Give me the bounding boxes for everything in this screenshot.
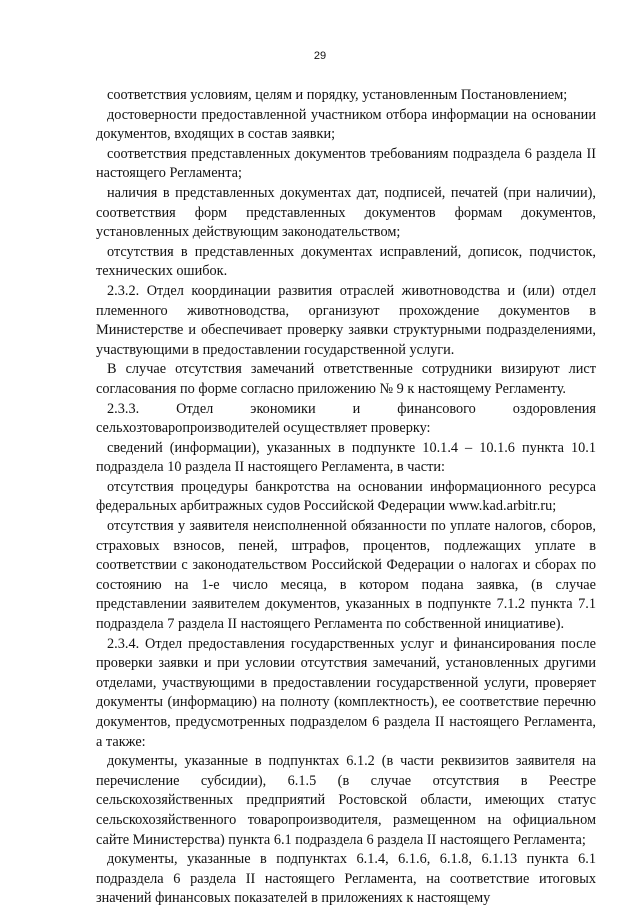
paragraph: наличия в представленных документах дат, подписей, печатей (при наличии), соответствия форм представленных документов формам документов, установленных действующим законодательством; [96, 184, 596, 241]
paragraph: В случае отсутствия замечаний ответственные сотрудники визируют лист согласования по форме согласно приложению № 9 к настоящему Регламенту. [96, 361, 596, 397]
paragraph: сведений (информации), указанных в подпункте 10.1.4 – 10.1.6 пункта 10.1 подраздела 10 раздела II настоящего Регламента, в части: [96, 439, 596, 476]
document-body [96, 86, 596, 909]
paragraph: отсутствия процедуры банкротства на основании информационного ресурса федеральных арбитражных судов Российской Федерации www.kad.arbitr.ru; [96, 478, 596, 515]
paragraph: документы, указанные в подпунктах 6.1.4, 6.1.6, 6.1.8, 6.1.13 пункта 6.1 подраздела 6 раздела II настоящего Регламента, на соответствие итоговых значений финансовых показателей в приложениях к настоящему [96, 851, 596, 907]
paragraph: 2.3.3. Отдел экономики и финансового оздоровления сельхозтоваропроизводителей осуществляет проверку: [96, 400, 596, 437]
paragraph: соответствия представленных документов требованиям подраздела 6 раздела II настоящего Регламента; [96, 145, 596, 182]
paragraph: отсутствия у заявителя неисполненной обязанности по уплате налогов, сборов, страховых взносов, пеней, штрафов, процентов, подлежащих уплате в соответствии с законодательством Российской Федерации о налогах и сборах по состоянию на 1-е число месяца, в котором подана заявка, (в случае представлении заявителем документов, указанных в подпункте 7.1.2 пункта 7.1 подраздела 7 раздела II настоящего Регламента по собственной инициативе). [96, 518, 596, 633]
paragraph: 2.3.4. Отдел предоставления государственных услуг и финансирования после проверки заявки и при условии отсутствия замечаний, установленных другими отделами, участвующими в предоставлении государственной услуги, проверяет документы (информацию) на полноту (комплектность), ее соответствие перечню документов, предусмотренных подразделом 6 раздела II настоящего Регламента, а также: [96, 635, 596, 750]
paragraph: 2.3.2. Отдел координации развития отраслей животноводства и (или) отдел племенного животноводства, организуют прохождение документов в Министерстве и обеспечивает проверку заявки структурными подразделениями, участвующими в предоставлении государственной услуги. [96, 282, 596, 358]
page-number: 29 [313, 50, 327, 62]
paragraph: документы, указанные в подпунктах 6.1.2 (в части реквизитов заявителя на перечисление субсидии), 6.1.5 (в случае отсутствия в Реестре сельскохозяйственных предприятий Ростовской области, имеющих статус сельскохозяйственного товаропроизводителя, размещенном на официальном сайте Министерства) пункта 6.1 подраздела 6 раздела II настоящего Регламента; [96, 753, 596, 848]
paragraph: достоверности предоставленной участником отбора информации на основании документов, входящих в состав заявки; [96, 106, 596, 143]
paragraph: соответствия условиям, целям и порядку, установленным Постановлением; [107, 87, 568, 103]
paragraph: отсутствия в представленных документах исправлений, дописок, подчисток, технических ошибок. [96, 243, 596, 280]
